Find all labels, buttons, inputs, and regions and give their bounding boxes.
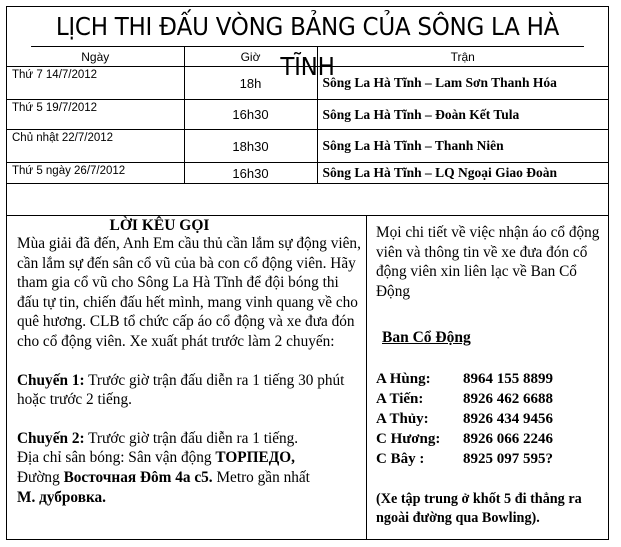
column-header-time: Giờ (184, 47, 317, 67)
table-row (7, 130, 608, 163)
contact-item (376, 429, 604, 449)
contact-name: C Bây : (376, 450, 425, 467)
info-intro: Mọi chi tiết về việc nhận áo cổ động viên và thông tin về xe đưa đón cổ động viên xin liên lạc về Ban Cổ Động (376, 224, 600, 300)
match-time: 16h30 (184, 163, 317, 184)
address-prefix: Địa chỉ sân bóng: Sân vận động (17, 449, 216, 467)
committee-title: Ban Cổ Động (382, 329, 471, 347)
match-time: 16h30 (184, 100, 317, 130)
match-time: 18h (184, 67, 317, 100)
contact-name: A Tiến: (376, 390, 424, 407)
trip-2-label: Chuyến 2: (17, 429, 85, 447)
column-header-date: Ngày (7, 47, 184, 67)
stadium-name: ТОРПЕДО, (215, 449, 295, 467)
trip-2-text: Trước giờ trận đấu diễn ra 1 tiếng. (84, 429, 299, 447)
appeal-title: LỜI KÊU GỌI (109, 217, 210, 234)
meeting-note: (Xe tập trung ở khốt 5 đi thẳng ra ngoài đường qua Bowling). (376, 490, 582, 527)
column-header-match: Trận (317, 47, 608, 67)
match-teams: Sông La Hà Tĩnh – Lam Sơn Thanh Hóa (317, 67, 608, 100)
match-date: Thứ 5 19/7/2012 (7, 100, 184, 130)
match-date: Chủ nhật 22/7/2012 (7, 130, 184, 163)
match-teams: Sông La Hà Tĩnh – LQ Ngoại Giao Đoàn (317, 163, 608, 184)
contact-phone: 8964 155 8899 (463, 370, 553, 387)
table-row (7, 100, 608, 130)
match-date: Thứ 5 ngày 26/7/2012 (7, 163, 184, 184)
table-row (7, 163, 608, 184)
page-title: LỊCH THI ĐẤU VÒNG BẢNG CỦA SÔNG LA HÀ TĨNH (31, 7, 584, 47)
contact-name: C Hương: (376, 430, 441, 447)
bottom-section (7, 215, 608, 540)
metro-station: M. дубровка. (17, 488, 107, 506)
street-prefix: Đường (17, 468, 64, 486)
match-time: 18h30 (184, 130, 317, 163)
trip-1-label: Chuyến 1: (17, 371, 85, 389)
contact-item (376, 369, 604, 389)
schedule-sheet (6, 6, 609, 540)
contact-phone: 8926 434 9456 (463, 410, 553, 427)
info-panel (367, 216, 608, 547)
schedule-table (7, 47, 608, 184)
contact-phone: 8926 462 6688 (463, 390, 553, 407)
contact-phone: 8925 097 595? (463, 450, 553, 467)
metro-prefix: Metro gần nhất (212, 468, 310, 486)
appeal-body: Mùa giải đã đến, Anh Em cầu thủ cần lắm sự động viên, cần lắm sự đến sân cổ vũ của bà con cổ động viên. Hãy tham gia cổ vũ cho Sông La Hà Tĩnh để đội bóng thi đấu tự tin, chiến đấu hết mình, mang vinh quang về cho quê hương. CLB tổ chức cấp áo cổ động và xe đưa đón cho cổ động viên. Xe xuất phát trước làm 2 chuyến: (17, 235, 361, 350)
contact-item (376, 409, 604, 429)
trip-1 (17, 371, 362, 410)
stadium-address (17, 448, 362, 507)
match-date: Thứ 7 14/7/2012 (7, 67, 184, 100)
appeal-panel (7, 216, 367, 540)
table-header-row (7, 47, 608, 67)
trip-1-text: Trước giờ trận đấu diễn ra 1 tiếng 30 phút hoặc trước 2 tiếng. (17, 371, 345, 409)
match-teams: Sông La Hà Tĩnh – Thanh Niên (317, 130, 608, 163)
contact-list (376, 369, 604, 469)
contact-phone: 8926 066 2246 (463, 430, 553, 447)
match-teams: Sông La Hà Tĩnh – Đoàn Kết Tula (317, 100, 608, 130)
house-number: Đôm 4a c5. (136, 468, 213, 486)
street-name: Восточная (63, 468, 137, 486)
trip-2 (17, 429, 362, 449)
contact-name: A Thủy: (376, 410, 429, 427)
table-row (7, 67, 608, 100)
contact-item (376, 449, 604, 469)
contact-item (376, 389, 604, 409)
contact-name: A Hùng: (376, 370, 431, 387)
